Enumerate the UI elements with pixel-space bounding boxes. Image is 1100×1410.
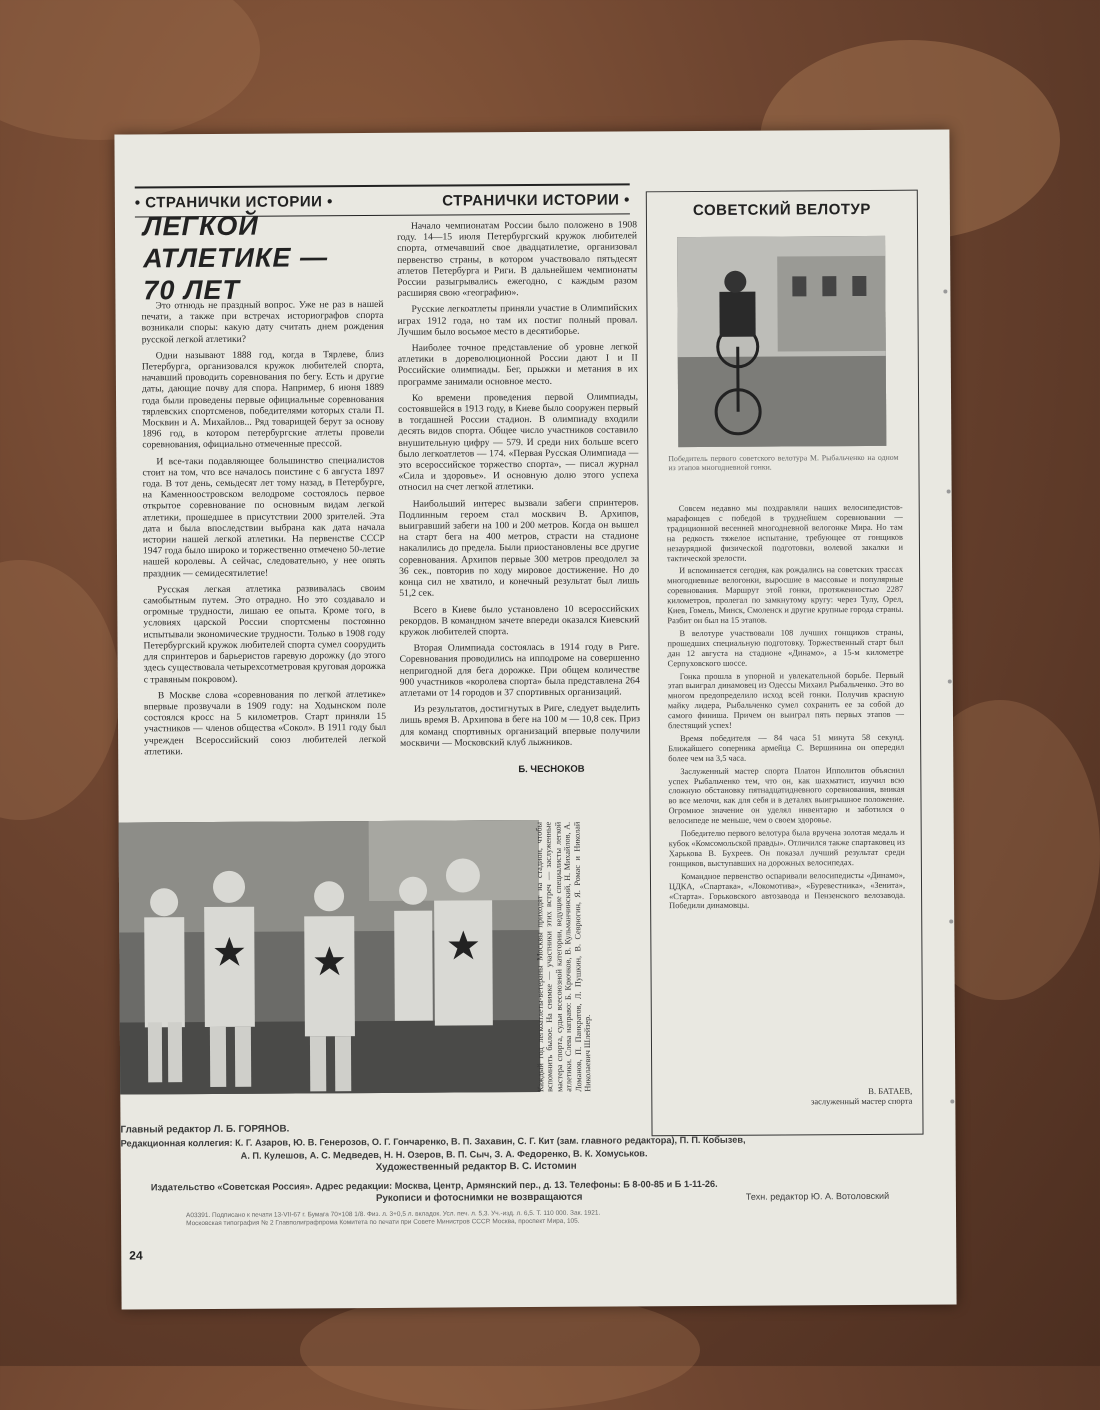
- sidebar-box: [646, 190, 924, 1137]
- title-line: 70 ЛЕТ: [143, 273, 393, 307]
- cyclist-photo-caption: Победитель первого советского велотура М. Рыбальченко на одном из этапов многодневной гонки.: [668, 453, 898, 472]
- print-imprint: [186, 1208, 886, 1228]
- header-right: СТРАНИЧКИ ИСТОРИИ •: [442, 191, 630, 209]
- binding-hole: [943, 289, 947, 293]
- paragraph: Из результатов, достигнутых в Риге, следует выделить лишь время В. Архипова в беге на 100 м — 10,8 сек. Приз для команд спортивных организаций впервые получили москвичи — Московский клуб лыжников.: [400, 702, 640, 748]
- author-title: заслуженный мастер спорта: [762, 1096, 912, 1107]
- paragraph: Русские легкоатлеты приняли участие в Олимпийских играх 1912 года, но там их постиг полный провал. Лучшим было восьмое место в десятиборье.: [397, 303, 637, 338]
- paragraph: Командное первенство оспаривали велосипедисты «Динамо», ЦДКА, «Спартака», «Локомотива», «Буревестника», «Зенита», «Старта». Горьковского автозавода и Пензенского велозавода. Победили динамовцы.: [669, 870, 905, 911]
- article-column-2: [397, 219, 640, 740]
- paragraph: Русская легкая атлетика развивалась своим самобытным путем. Это отрадно. Но это создавало и огромные трудности, лишаю ее опыта. Кроме того, в условиях царской России спортсмены постоянно испытывали экономические трудности. Только в 1908 году Петербургский кружок любителей спорта сумел соорудить для спринтеров и барьеристов гаревую дорожку (до этого здесь существовала четырехсотметровая круговая дорожка с травяным покровом).: [143, 583, 386, 685]
- imprint-line: Московская типография № 2 Главполиграфпрома Комитета по печати при Совете Министров СССР. Москва, проспект Мира, 105.: [186, 1216, 886, 1228]
- imprint-line: А03391. Подписано к печати 13-VII-67 г. Бумага 70×108 1/8. Физ. л. 3+0,5 л. вкладок. Усл. печ. л. 5,3. Уч.-изд. л. 6,5. Т. 110 000. Зак. 1921.: [186, 1208, 886, 1220]
- rug-pattern: [0, 0, 260, 140]
- binding-hole: [949, 919, 953, 923]
- header-left: • СТРАНИЧКИ ИСТОРИИ •: [135, 193, 333, 211]
- paragraph: Совсем недавно мы поздравляли наших велосипедистов-марафонцев с победой в труднейшем соревновании — традиционной весенней многодневной велогонке Мира. Но там на редкость тяжелое испытание, требующее от гонщиков незаурядной физической подготовки, волевой закалки и тактической зрелости.: [667, 503, 903, 564]
- paragraph: Наибольший интерес вызвали забеги спринтеров. Подлинным героем стал москвич В. Архипов, выигравший забеги на 100 и 200 метров. Когда он вышел на старт бега на 400 метров, страсти на стадионе накалились до предела. Были приостановлены все другие соревнования. Архипов первые 300 метров преодолел за 36 сек., повторив по ходу мировое достижение. Но до конца сил не хватило, и конечный результат был лишь 51,2 сек.: [399, 497, 640, 599]
- paragraph: Ко времени проведения первой Олимпиады, состоявшейся в 1913 году, в Киеве было сооружен первый в тогдашней России стадион. В олимпиаду входили десять видов спорта. Общее число участников составило внушительную цифру — 579. И среди них больше всего было легкоатлетов — 174. «Первая Русская Олимпиада — это всероссийское торжество спорта», — писал журнал «Сила и здоровье». И основную долю этого успеха относил на счет легкой атлетики.: [398, 391, 639, 493]
- paragraph: Гонка прошла в упорной и увлекательной борьбе. Первый этап выиграл динамовец из Одессы Михаил Рыбальченко. Это во многом предопределило исход всей гонки. Получив красную майку лидера, Рыбальченко сумел сохранить ее за собой до самого финиша. Причем он выиграл пять первых этапов — блестящий успех!: [668, 670, 904, 731]
- binding-hole: [950, 1099, 954, 1103]
- art-editor: Художественный редактор В. С. Истомин: [376, 1161, 577, 1175]
- binding-hole: [948, 679, 952, 683]
- paragraph: И все-таки подавляющее большинство специалистов стоит на том, что все началось поистине с 6 августа 1897 года. В тот день, семьдесят лет тому назад, в Петербурге, на Каменноостровском велодроме состоялось первое открытое соревнование по основным видам легкой атлетики, прошедшее в присутствии 2000 зрителей. Эта дата и была впоследствии выбрана как дата начала истории нашей легкой атлетики. На первенстве СССР 1947 года было широко и торжественно отмечено 50-летие нашей королевы. А сейчас, следовательно, у нее опять праздник — семидесятилетие!: [142, 455, 385, 580]
- page-number: 24: [129, 1248, 142, 1262]
- article-author: Б. ЧЕСНОКОВ: [518, 764, 584, 775]
- title-line: ЛЕГКОЙ: [143, 209, 393, 243]
- paragraph: Одни называют 1888 год, когда в Тярлеве, близ Петербурга, организовался кружок любителей спорта, начавший проводить соревнования по бегу. Есть и другие даты, дающие почву для спора. Например, 6 июня 1889 года были проведены первые официальные соревнования тярлевских спортсменов, победителями которых стали П. Москвин и А. Михайлов... Ряд товарищей берут за основу 1896 год, в котором петербургские атлеты провели соревнования, официально отмеченные прессой.: [142, 349, 385, 451]
- binding-hole: [947, 489, 951, 493]
- publisher-info: Издательство «Советская Россия». Адрес редакции: Москва, Центр, Армянский пер., д. 13. Телефоны: Б 8-00-85 и Б 1-11-26.: [151, 1178, 718, 1194]
- paragraph: В Москве слова «соревнования по легкой атлетике» впервые прозвучали в 1909 году: на Ходынском поле состоялся кросс на 5 километров. Старт приняли 15 участников — членов общества «Сокол». В 1911 году был учрежден Всероссийский союз любителей легкой атлетики.: [144, 689, 386, 758]
- paragraph: Заслуженный мастер спорта Платон Ипполитов объяснил успех Рыбальченко тем, что он, как шахматист, изучил всю сложную обстановку пятнадцатидневного соревнования, вникая во все мелочи, как для себя и в деталях выигрышное положение. Огромное значение он уделял инвентарю и заботился о велосипеде не меньше, чем о своем здоровье.: [668, 765, 904, 826]
- editorial-board-line1: Редакционная коллегия: К. Г. Азаров, Ю. В. Генерозов, О. Г. Гончаренко, В. П. Захавин, С. Г. Кит (зам. главного редактора), П. П. Кобызев,: [121, 1134, 746, 1150]
- paragraph: Победителю первого велотура была вручена золотая медаль и кубок «Комсомольской правды». Отличился также спартаковец из Харькова В. Бухреев. Он показал лучший результат среди гонщиков, выступавших на дорожных велосипедах.: [669, 828, 905, 869]
- cyclist-photo-image: [677, 236, 886, 447]
- tech-editor: Техн. редактор Ю. А. Вотоловский: [746, 1190, 889, 1203]
- paragraph: Вторая Олимпиада состоялась в 1914 году в Риге. Соревнования проводились на ипподроме на совершенно непригодной для бега дорожке. При общем количестве 900 участников «королева спорта» была представлена 264 атлетами от 14 городов и 37 спортивных организаций.: [400, 641, 640, 698]
- sidebar-author: [762, 1086, 912, 1107]
- article-title: [143, 209, 394, 307]
- editorial-board-line2: А. П. Кулешов, А. С. Медведев, Н. Н. Озеров, В. П. Сыч, З. А. Федоренко, В. К. Хомуськов.: [241, 1147, 648, 1162]
- cyclist-photo: [677, 236, 886, 447]
- sidebar-text: [667, 503, 907, 1082]
- magazine-page: [114, 129, 956, 1309]
- article-column-1: [141, 299, 386, 815]
- paragraph: Это отнюдь не праздный вопрос. Уже не раз в нашей печати, а также при встречах историографов спорта возникали споры: какую дату считать днем рождения русской легкой атлетики?: [141, 299, 383, 345]
- paragraph: Наиболее точное представление об уровне легкой атлетики в дореволюционной России дают I и II Российские олимпиады. Бег, прыжки и метания в их программе занимали основное место.: [398, 341, 638, 387]
- paragraph: Время победителя — 84 часа 51 минута 58 секунд. Ближайшего соперника армейца С. Вершинина он опередил более чем на 3,5 часа.: [668, 733, 904, 764]
- chief-editor: Главный редактор Л. Б. ГОРЯНОВ.: [120, 1124, 289, 1138]
- paragraph: Всего в Киеве было установлено 10 всероссийских рекордов. В командном зачете впереди оказался Киевский кружок любителей спорта.: [399, 603, 639, 638]
- rug-pattern: [0, 560, 120, 820]
- author-name: В. БАТАЕВ,: [762, 1086, 912, 1097]
- sidebar-title: СОВЕТСКИЙ ВЕЛОТУР: [647, 201, 917, 220]
- veterans-photo: [119, 820, 541, 1095]
- veterans-photo-caption: Каждый год легкоатлеты-ветераны Москвы приходят на стадион, чтобы вспомнить былое. На снимке — участники этих встреч — заслуженные мастера спорта, судьи всесоюзной категории, ведущие специалисты легкой атлетики. Слева направо: Б. Крючков, В. Кульманчинский, Н. Михайлов, А. Ломанов, П. Панкратов, Л. Пушкин, В. Севрюгин, Я. Ромас и Николай Николаевич Шлейзер.: [535, 821, 633, 1092]
- paragraph: Начало чемпионатам России было положено в 1908 году. 14—15 июля Петербургский кружок любителей спорта, отмечавший свое двадцатилетие, организовал первенство страны, в котором участвовало пятьдесят атлетов Петербурга и Риги. В дальнейшем чемпионаты России разыгрывались ежегодно, с каждым разом расширяя свою «географию».: [397, 219, 637, 299]
- paragraph: В велотуре участвовали 108 лучших гонщиков страны, прошедших специальную подготовку. Торжественный старт был дан 12 августа на стадионе «Динамо», а 15-м километре Серпуховского шоссе.: [667, 628, 903, 669]
- manuscripts-note: Рукописи и фотоснимки не возвращаются: [376, 1192, 583, 1206]
- paragraph: И вспоминается сегодня, как рождались на советских трассах многодневные велогонки, выросшие в массовые и популярные соревнования. Маршрут этой гонки, протяженностью 2287 километров, пролегал по замкнутому кругу: через Тулу, Орел, Киев, Гомель, Минск, Смоленск и другие крупные города страны. Разбит он был на 15 этапов.: [667, 565, 903, 626]
- title-line: АТЛЕТИКЕ —: [143, 241, 393, 275]
- veterans-photo-image: [119, 820, 541, 1095]
